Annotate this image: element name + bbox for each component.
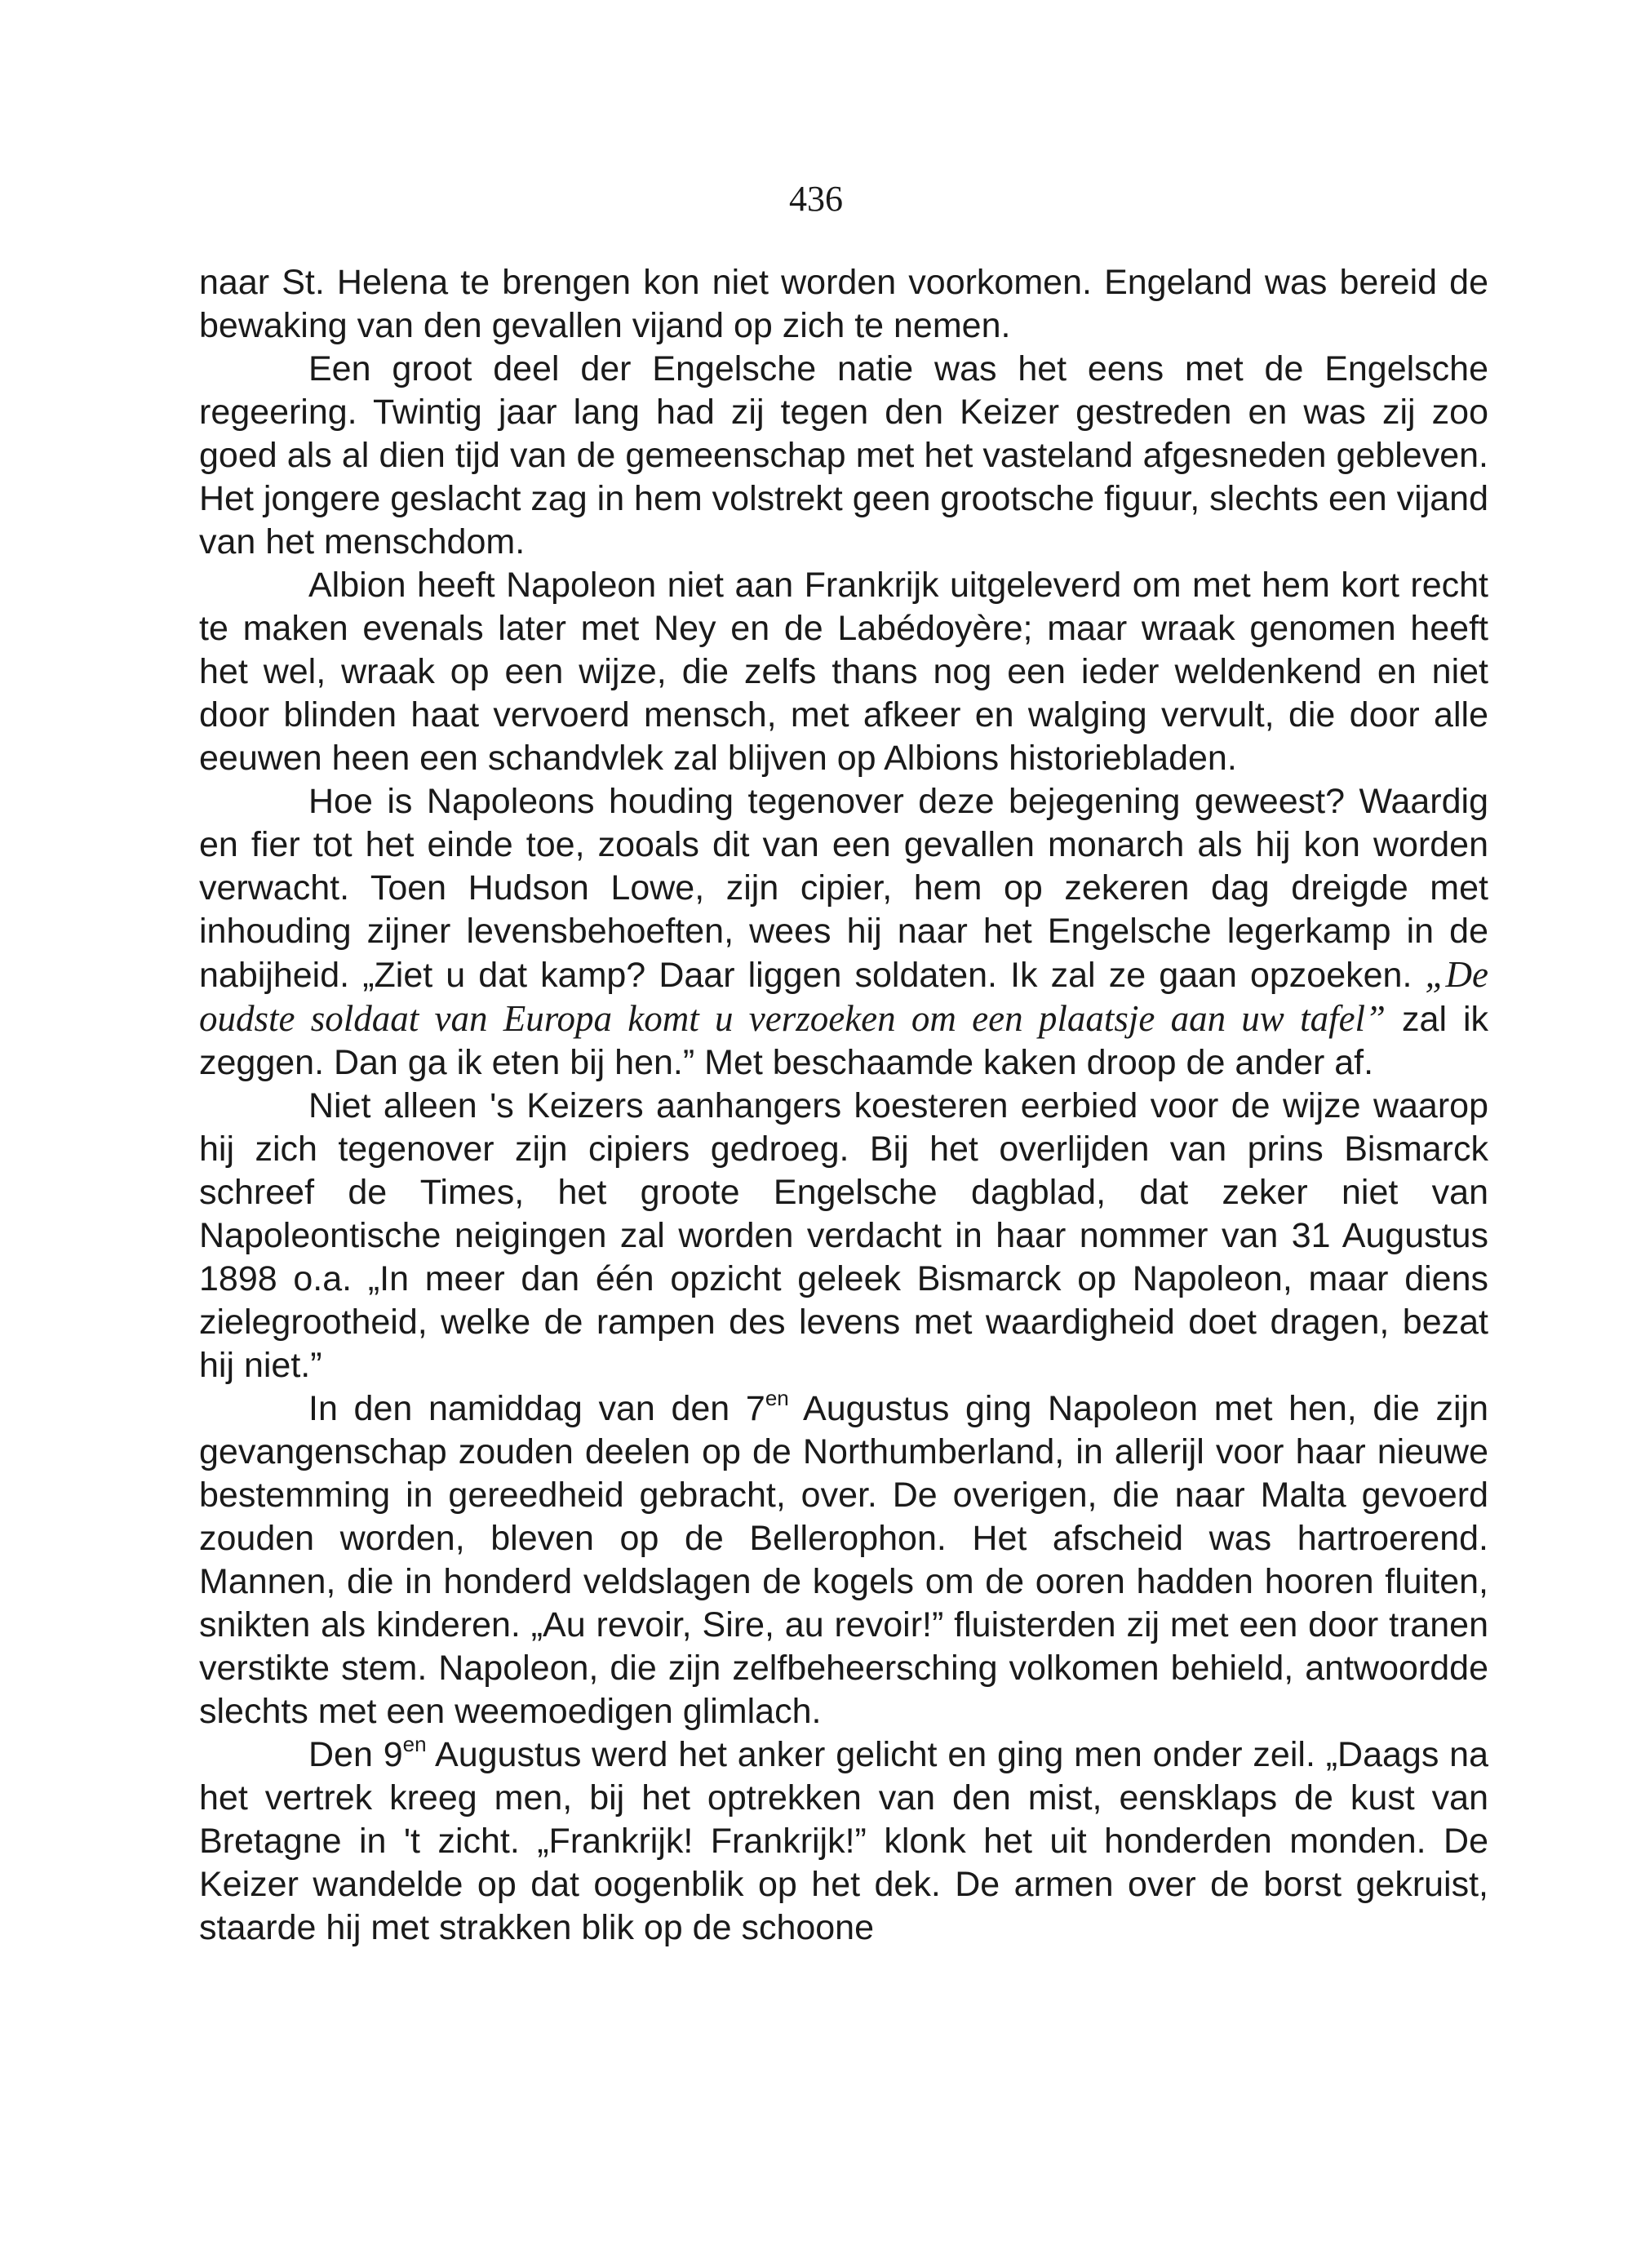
paragraph-7 — [199, 1733, 1488, 1950]
paragraph-6-before: In den namiddag van den 7 — [308, 1389, 765, 1428]
page-number: 436 — [789, 179, 843, 219]
paragraph-3: Albion heeft Napoleon niet aan Frankrijk uitgeleverd om met hem kort recht te maken evenals later met Ney en de Labédoyère; maar wraak genomen heeft het wel, wraak op een wijze, die zelfs thans nog een ieder weldenkend en niet door blinden haat vervoerd mensch, met afkeer en walging vervult, die door alle eeuwen heen een schandvlek zal blijven op Albions historiebladen. — [199, 566, 1488, 778]
paragraph-7-sup: en — [402, 1732, 427, 1756]
paragraph-4-part1: Hoe is Napoleons houding tegenover deze bejegening geweest? Waardig en fier tot het einde toe, zooals dit van een gevallen monarch als hij kon worden verwacht. Toen Hudson Lowe, zijn cipier, hem op zekeren dag dreigde met inhouding zijner levensbehoeften, wees hij naar het Engelsche legerkamp in de nabijheid. „Ziet u dat kamp? Daar liggen soldaten. Ik zal ze gaan opzoeken. — [199, 782, 1488, 995]
paragraph-5: Niet alleen 's Keizers aanhangers koesteren eerbied voor de wijze waarop hij zich tegenover zijn cipiers gedroeg. Bij het overlijden van prins Bismarck schreef de Times, het groote Engelsche dagblad, dat zeker niet van Napoleontische neigingen zal worden verdacht in haar nommer van 31 Augustus 1898 o.a. „In meer dan één opzicht geleek Bismarck op Napoleon, maar diens zielegrootheid, welke de rampen des levens met waardigheid doet dragen, bezat hij niet.” — [199, 1086, 1488, 1385]
paragraph-6-after: Augustus ging Napoleon met hen, die zijn gevangenschap zouden deelen op de Northumberland, in allerijl voor haar nieuwe bestemming in gereedheid gebracht, over. De overigen, die naar Malta gevoerd zouden worden, bleven op de Bellerophon. Het afscheid was hartroerend. Mannen, die in honderd veldslagen de kogels om de ooren hadden hooren fluiten, snikten als kinderen. „Au revoir, Sire, au revoir!” fluisterden zij met een door tranen verstikte stem. Napoleon, die zijn zelfbeheersching volkomen behield, antwoordde slechts met een weemoedigen glimlach. — [199, 1389, 1488, 1731]
paragraph-4 — [199, 780, 1488, 1085]
paragraph-6-sup: en — [765, 1386, 789, 1410]
body-text — [199, 261, 1488, 1950]
paragraph-4-part2: zal ik zeggen. Dan ga ik eten bij hen.” Met beschaamde kaken droop de ander af. — [199, 1000, 1488, 1082]
paragraph-1: naar St. Helena te brengen kon niet worden voorkomen. Engeland was bereid de bewaking van den gevallen vijand op zich te nemen. — [199, 263, 1488, 345]
paragraph-7-after: Augustus werd het anker gelicht en ging men onder zeil. „Daags na het vertrek kreeg men, bij het optrekken van den mist, eensklaps de kust van Bretagne in 't zicht. „Frankrijk! Frankrijk!” klonk het uit honderden monden. De Keizer wandelde op dat oogenblik op het dek. De armen over de borst gekruist, staarde hij met strakken blik op de schoone — [199, 1735, 1489, 1947]
napoleon-quote-italic: „De oudste soldaat van Europa komt u verzoeken om een plaatsje aan uw tafel” — [199, 954, 1488, 1039]
paragraph-6 — [199, 1387, 1488, 1733]
paragraph-7-before: Den 9 — [308, 1735, 403, 1774]
paragraph-2: Een groot deel der Engelsche natie was het eens met de Engelsche regeering. Twintig jaar lang had zij tegen den Keizer gestreden en was zij zoo goed als al dien tijd van de gemeenschap met het vasteland afgesneden gebleven. Het jongere geslacht zag in hem volstrekt geen grootsche figuur, slechts een vijand van het menschdom. — [199, 349, 1488, 561]
